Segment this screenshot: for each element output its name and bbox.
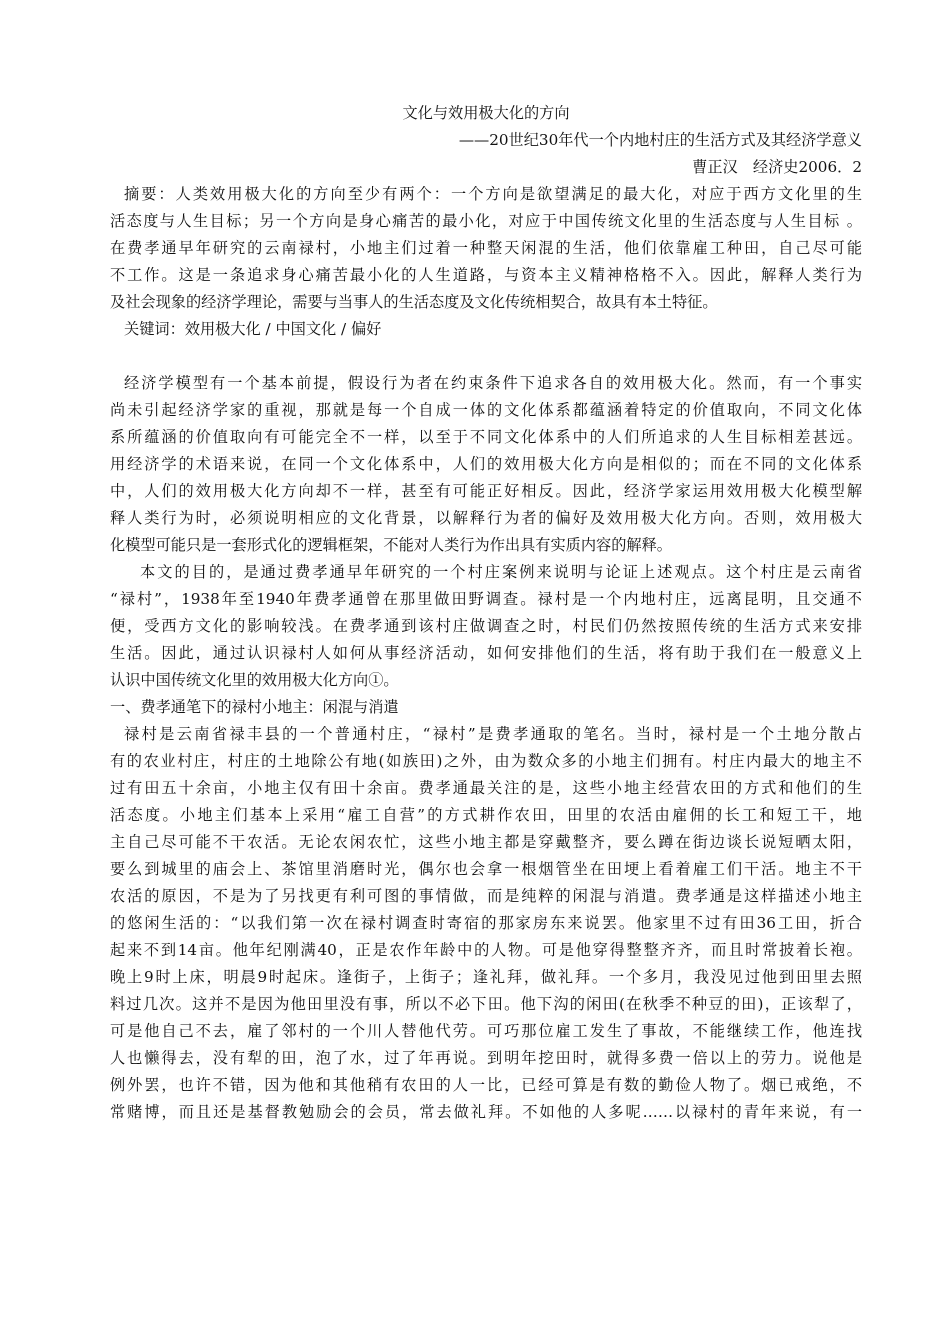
abstract-line: 在费孝通早年研究的云南禄村，小地主们过着一种整天闲混的生活，他们依靠雇工种田，自己尽可能 [110, 239, 862, 257]
paragraph-line: 主自己尽可能不干农活。无论农闲农忙，这些小地主都是穿戴整齐，要么蹲在街边谈长说短晒太阳， [110, 833, 862, 851]
paragraph-line: 活态度。小地主们基本上采用“雇工自营”的方式耕作农田，田里的农活由雇佣的长工和短工干，地 [110, 806, 862, 824]
paragraph-line: “禄村”，1938年至1940年费孝通曾在那里做田野调查。禄村是一个内地村庄，远离昆明，且交通不 [110, 590, 862, 608]
abstract-line: 摘要：人类效用极大化的方向至少有两个：一个方向是欲望满足的最大化，对应于西方文化里的生 [124, 185, 862, 203]
paragraph-line: 的悠闲生活的：“以我们第一次在禄村调查时寄宿的那家房东来说罢。他家里不过有田36工田，折合 [110, 914, 862, 932]
paragraph-line: 便，受西方文化的影响较浅。在费孝通到该村庄做调查之时，村民们仍然按照传统的生活方式来安排 [110, 617, 862, 635]
paragraph-line: 释人类行为时，必须说明相应的文化背景，以解释行为者的偏好及效用极大化方向。否则，效用极大 [110, 509, 862, 527]
paragraph-line: 农活的原因，不是为了另找更有利可图的事情做，而是纯粹的闲混与消遣。费孝通是这样描述小地主 [110, 887, 862, 905]
paragraph-line: 要么到城里的庙会上、茶馆里消磨时光，偶尔也会拿一根烟管坐在田埂上看着雇工们干活。地主不干 [110, 860, 862, 878]
paragraph-line: 晚上9时上床，明晨9时起床。逢街子，上街子；逢礼拜，做礼拜。一个多月，我没见过他到田里去照 [110, 968, 862, 986]
paragraph-line: 例外罢，也许不错，因为他和其他稍有农田的人一比，已经可算是有数的勤俭人物了。烟已戒绝，不 [110, 1076, 862, 1094]
paragraph-line: 系所蕴涵的价值取向有可能完全不一样，以至于不同文化体系中的人们所追求的人生目标相差甚远。 [110, 428, 862, 446]
section-heading: 一、费孝通笔下的禄村小地主：闲混与消遣 [110, 698, 399, 716]
paragraph-line: 人也懒得去，没有犁的田，泡了水，过了年再说。到明年挖田时，就得多费一倍以上的劳力。说他是 [110, 1049, 862, 1067]
paragraph-line: 起来不到14亩。他年纪刚满40，正是农作年龄中的人物。可是他穿得整整齐齐，而且时常披着长袍。 [110, 941, 862, 959]
abstract [110, 181, 862, 316]
paragraph-line: 本文的目的，是通过费孝通早年研究的一个村庄案例来说明与论证上述观点。这个村庄是云南省 [140, 563, 862, 581]
abstract-line: 及社会现象的经济学理论，需要与当事人的生活态度及文化传统相契合，故具有本土特征。 [110, 293, 718, 311]
keywords: 关键词：效用极大化 / 中国文化 / 偏好 [124, 320, 382, 338]
abstract-line: 不工作。这是一条追求身心痛苦最小化的人生道路，与资本主义精神格格不入。因此，解释人类行为 [110, 266, 862, 284]
paragraph-line: 常赌博，而且还是基督教勉励会的会员，常去做礼拜。不如他的人多呢……以禄村的青年来说，有一 [110, 1103, 862, 1121]
paragraph-purpose [110, 559, 862, 694]
paragraph-line: 生活。因此，通过认识禄村人如何从事经济活动，如何安排他们的生活，将有助于我们在一般意义上 [110, 644, 862, 662]
paragraph-line: 用经济学的术语来说，在同一个文化体系中，人们的效用极大化方向是相似的；而在不同的文化体系 [110, 455, 862, 473]
paragraph-line: 可是他自己不去，雇了邻村的一个川人替他代劳。可巧那位雇工发生了事故，不能继续工作，他连找 [110, 1022, 862, 1040]
paragraph-line: 中，人们的效用极大化方向却不一样，甚至有可能正好相反。因此，经济学家运用效用极大化模型解 [110, 482, 862, 500]
paragraph-line: 禄村是云南省禄丰县的一个普通村庄，“禄村”是费孝通取的笔名。当时，禄村是一个土地分散占 [124, 725, 862, 743]
paper-title: 文化与效用极大化的方向 [402, 104, 570, 122]
document-page [110, 100, 862, 1126]
paragraph-line: 料过几次。这并不是因为他田里没有事，所以不必下田。他下沟的闲田(在秋季不种豆的田)，正该犁了， [110, 995, 862, 1013]
paragraph-line: 经济学模型有一个基本前提，假设行为者在约束条件下追求各自的效用极大化。然而，有一个事实 [124, 374, 862, 392]
paragraph-line: 有的农业村庄，村庄的土地除公有地(如族田)之外，由为数众多的小地主们拥有。村庄内最大的地主不 [110, 752, 862, 770]
paragraph-line: 过有田五十余亩，小地主仅有田十余亩。费孝通最关注的是，这些小地主经营农田的方式和他们的生 [110, 779, 862, 797]
author-source: 曹正汉 经济史2006．2 [692, 158, 862, 176]
paragraph-line: 化模型可能只是一套形式化的逻辑框架，不能对人类行为作出具有实质内容的解释。 [110, 536, 672, 554]
paragraph-section1 [110, 721, 862, 1126]
paragraph-line: 尚未引起经济学家的重视，那就是每一个自成一体的文化体系都蕴涵着特定的价值取向，不同文化体 [110, 401, 862, 419]
paragraph-line: 认识中国传统文化里的效用极大化方向①。 [110, 671, 399, 689]
paragraph-intro [110, 370, 862, 559]
abstract-line: 活态度与人生目标；另一个方向是身心痛苦的最小化，对应于中国传统文化里的生活态度与人生目标 。 [110, 212, 862, 230]
paper-subtitle: ——20世纪30年代一个内地村庄的生活方式及其经济学意义 [458, 131, 862, 149]
spacer [110, 343, 862, 370]
